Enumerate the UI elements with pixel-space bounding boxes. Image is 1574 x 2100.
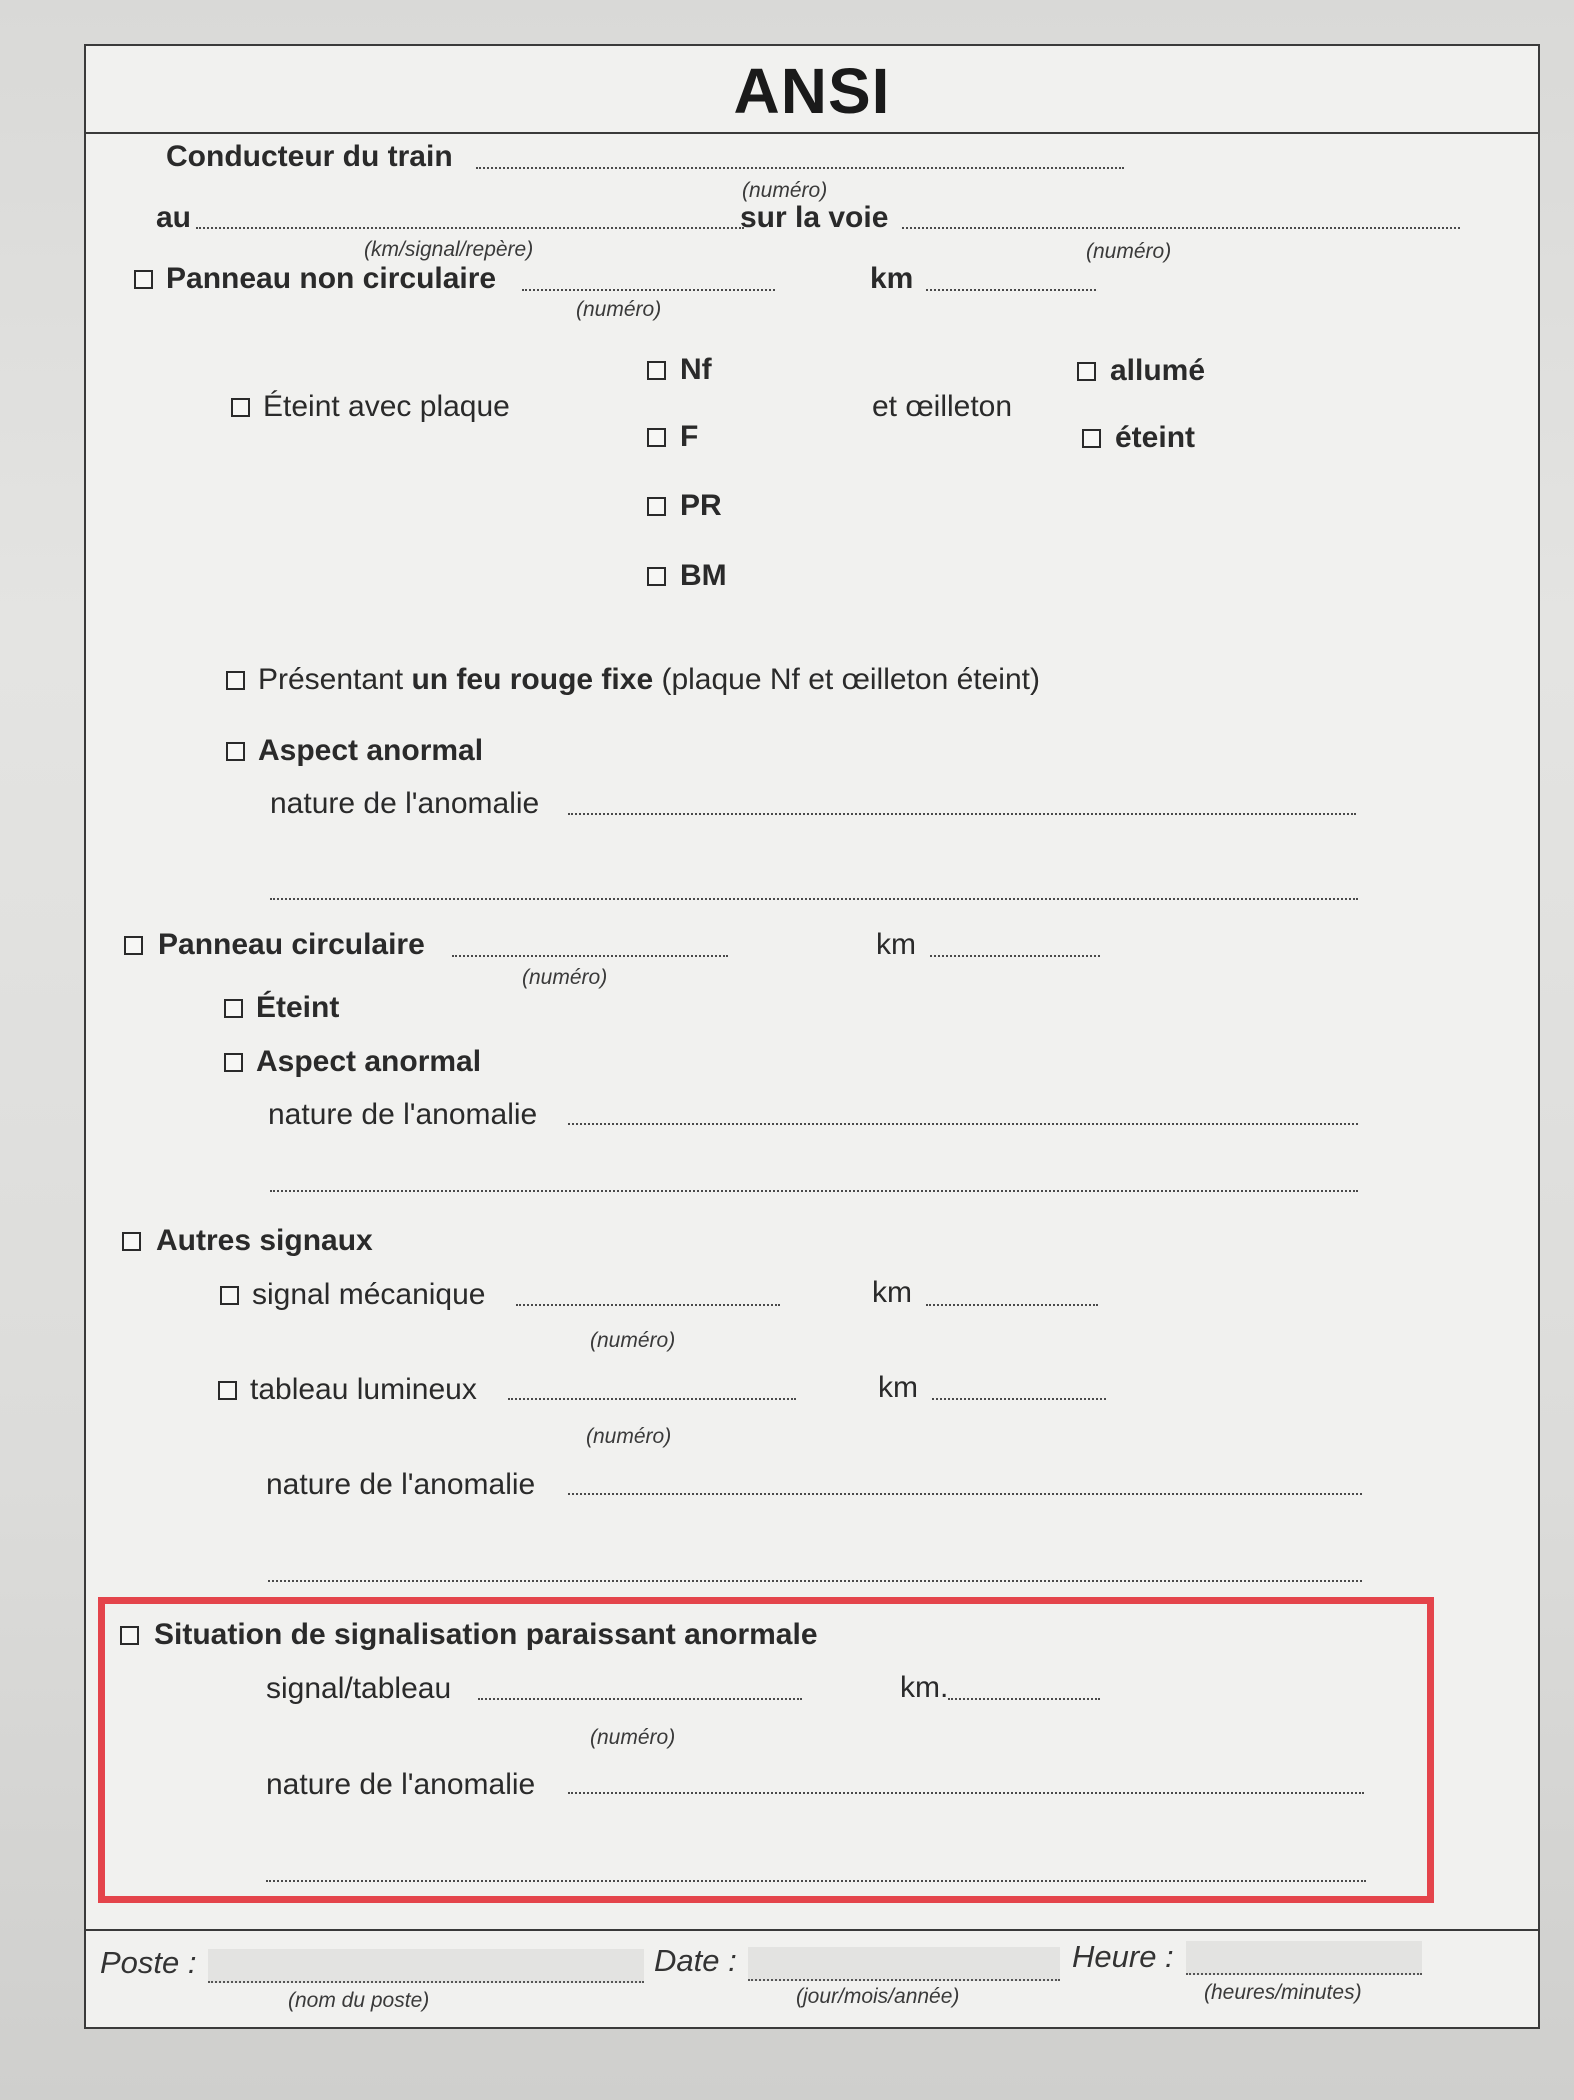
pc-eteint-checkbox[interactable]: [224, 999, 243, 1018]
pc-aspect-anormal-label: Aspect anormal: [256, 1045, 482, 1078]
oeilleton-allume-checkbox[interactable]: [1077, 362, 1096, 381]
date-field[interactable]: [748, 1947, 1060, 1981]
plaque-f-checkbox[interactable]: [647, 428, 666, 447]
conducteur-field[interactable]: [476, 167, 1124, 169]
pc-eteint-label: Éteint: [256, 991, 340, 1024]
au-label: au: [156, 201, 192, 234]
panneau-non-circulaire-checkbox[interactable]: [134, 270, 153, 289]
plaque-pr-checkbox[interactable]: [647, 497, 666, 516]
panneau-circulaire-km-label: km: [876, 928, 916, 961]
pnc-aspect-anormal-checkbox[interactable]: [226, 742, 245, 761]
pnc-nature-anomalie-label: nature de l'anomalie: [270, 787, 540, 820]
panneau-non-circulaire-km-label: km: [870, 262, 914, 295]
as-nature-anomalie-field-2[interactable]: [268, 1580, 1362, 1582]
plaque-pr-label: PR: [680, 489, 722, 522]
panneau-circulaire-km-field[interactable]: [930, 955, 1100, 957]
form-title: ANSI: [733, 55, 891, 127]
date-hint: (jour/mois/année): [796, 1985, 960, 2008]
feu-rouge-fixe-label: Présentant un feu rouge fixe (plaque Nf et œilleton éteint): [258, 663, 1040, 696]
signal-mecanique-numero-hint: (numéro): [590, 1329, 676, 1352]
situation-km-label: km.: [900, 1671, 949, 1704]
pnc-aspect-anormal-label: Aspect anormal: [258, 734, 484, 767]
panneau-circulaire-label: Panneau circulaire: [158, 928, 425, 961]
tableau-lumineux-field[interactable]: [508, 1398, 796, 1400]
plaque-nf-checkbox[interactable]: [647, 361, 666, 380]
signal-mecanique-km-label: km: [872, 1276, 912, 1309]
panneau-circulaire-numero-hint: (numéro): [522, 966, 608, 989]
eteint-avec-plaque-checkbox[interactable]: [231, 398, 250, 417]
km-signal-hint: (km/signal/repère): [364, 238, 534, 261]
panneau-circulaire-checkbox[interactable]: [124, 936, 143, 955]
conducteur-label: Conducteur du train: [166, 140, 453, 173]
panneau-non-circulaire-field[interactable]: [522, 289, 775, 291]
voie-field[interactable]: [902, 227, 1460, 229]
situation-label: Situation de signalisation paraissant anormale: [154, 1618, 818, 1651]
pnc-nature-anomalie-field-2[interactable]: [270, 898, 1358, 900]
situation-nature-anomalie-label: nature de l'anomalie: [266, 1768, 536, 1801]
poste-label: Poste :: [100, 1945, 197, 1980]
plaque-nf-label: Nf: [680, 353, 712, 386]
voie-numero-hint: (numéro): [1086, 240, 1172, 263]
title-row: [86, 46, 1538, 134]
conducteur-numero-hint: (numéro): [742, 179, 828, 202]
heure-label: Heure :: [1072, 1939, 1174, 1974]
feu-rouge-fixe-checkbox[interactable]: [226, 671, 245, 690]
pc-aspect-anormal-checkbox[interactable]: [224, 1053, 243, 1072]
signal-mecanique-label: signal mécanique: [252, 1278, 486, 1311]
poste-field[interactable]: [208, 1949, 644, 1983]
as-nature-anomalie-label: nature de l'anomalie: [266, 1468, 536, 1501]
plaque-bm-label: BM: [680, 559, 727, 592]
et-oeilleton-label: et œilleton: [872, 390, 1013, 423]
tableau-lumineux-label: tableau lumineux: [250, 1373, 477, 1406]
signal-tableau-label: signal/tableau: [266, 1672, 452, 1705]
au-field[interactable]: [196, 227, 744, 229]
signal-mecanique-checkbox[interactable]: [220, 1286, 239, 1305]
oeilleton-allume-label: allumé: [1110, 354, 1206, 387]
signal-mecanique-km-field[interactable]: [926, 1304, 1098, 1306]
tableau-lumineux-checkbox[interactable]: [218, 1381, 237, 1400]
heure-field[interactable]: [1186, 1941, 1422, 1975]
tableau-lumineux-km-label: km: [878, 1371, 918, 1404]
highlight-box: [98, 1597, 1434, 1903]
tableau-lumineux-numero-hint: (numéro): [586, 1425, 672, 1448]
autres-signaux-checkbox[interactable]: [122, 1232, 141, 1251]
plaque-bm-checkbox[interactable]: [647, 567, 666, 586]
situation-numero-hint: (numéro): [590, 1726, 676, 1749]
pnc-nature-anomalie-field[interactable]: [568, 813, 1356, 815]
plaque-f-label: F: [680, 420, 699, 453]
eteint-avec-plaque-label: Éteint avec plaque: [263, 390, 510, 423]
poste-hint: (nom du poste): [288, 1989, 430, 2012]
signal-mecanique-field[interactable]: [516, 1304, 780, 1306]
sur-la-voie-label: sur la voie: [740, 201, 889, 234]
panneau-circulaire-field[interactable]: [452, 955, 728, 957]
pc-nature-anomalie-field[interactable]: [568, 1123, 1358, 1125]
panneau-non-circulaire-km-field[interactable]: [926, 289, 1096, 291]
form-footer: [86, 1929, 1538, 2031]
oeilleton-eteint-checkbox[interactable]: [1082, 429, 1101, 448]
heure-hint: (heures/minutes): [1204, 1981, 1362, 2004]
pc-nature-anomalie-label: nature de l'anomalie: [268, 1098, 538, 1131]
panneau-non-circulaire-label: Panneau non circulaire: [166, 262, 497, 295]
autres-signaux-label: Autres signaux: [156, 1224, 373, 1257]
pc-nature-anomalie-field-2[interactable]: [270, 1190, 1358, 1192]
date-label: Date :: [654, 1943, 737, 1978]
panneau-non-circulaire-numero-hint: (numéro): [576, 298, 662, 321]
tableau-lumineux-km-field[interactable]: [932, 1398, 1106, 1400]
as-nature-anomalie-field[interactable]: [568, 1493, 1362, 1495]
oeilleton-eteint-label: éteint: [1115, 421, 1196, 454]
